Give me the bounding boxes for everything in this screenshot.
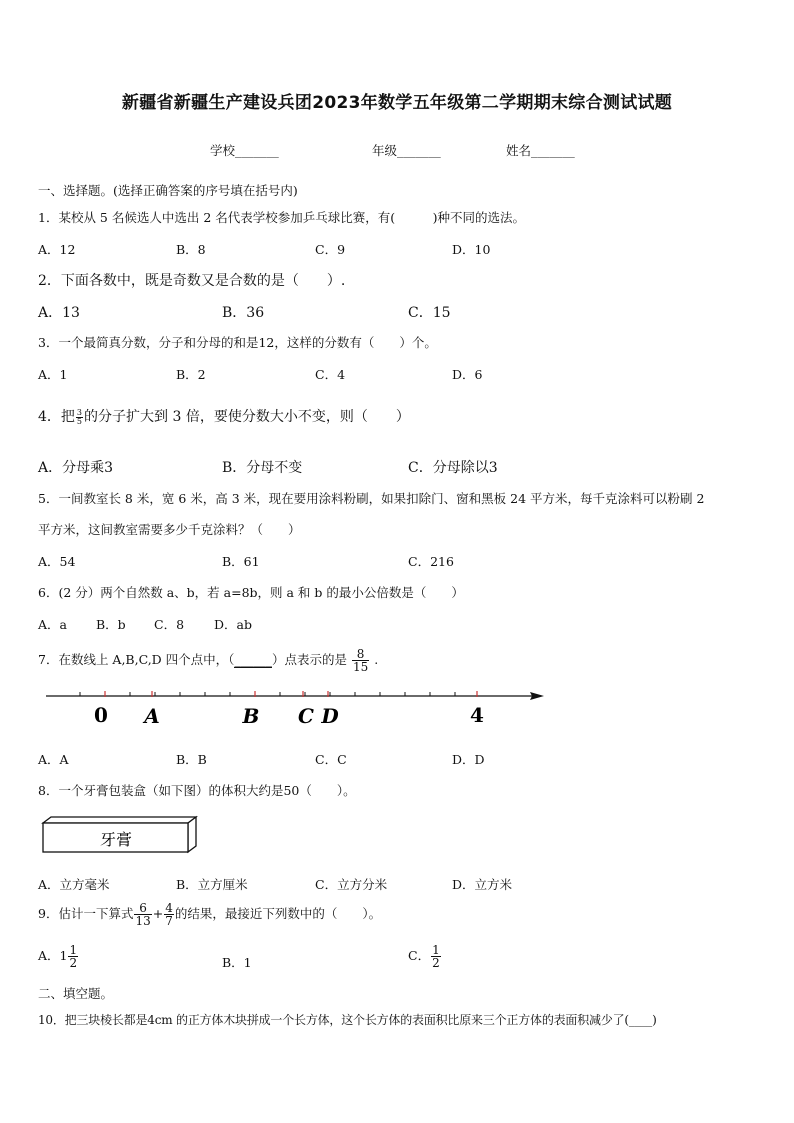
q8-option-c: C．立方分米 [315, 877, 388, 892]
q7-fraction: $\frac{8}{15}$ [352, 647, 369, 674]
q7-option-a: A．A [38, 752, 69, 767]
q6-option-d: D．ab [214, 617, 252, 632]
q9-fraction-1: $\frac{6}{13}$ [135, 901, 151, 928]
q6-option-c: C．8 [154, 617, 185, 632]
section-fill-heading: 二、填空题。 [38, 986, 114, 1001]
axis-label-4: 4 [470, 703, 484, 727]
question-6: 6．(2 分）两个自然数 a、b，若 a=8b，则 a 和 b 的最小公倍数是（ ） [38, 585, 464, 600]
question-7: 7．在数线上 A,B,C,D 四个点中，（______）点表示的是 $\frac{8}{15}$ . [38, 647, 379, 674]
q9-option-a-fraction: $\frac{1}{2}$ [69, 943, 78, 970]
q3-option-a: A．1 [38, 367, 68, 382]
question-2: 2．下面各数中，既是奇数又是合数的是（ ）. [38, 273, 346, 289]
q7-option-c: C．C [315, 752, 347, 767]
q8-option-a: A．立方毫米 [38, 877, 110, 892]
q4-option-a: A．分母乘3 [38, 460, 114, 476]
q2-option-a: A．13 [38, 305, 80, 321]
q2-option-b: B．36 [222, 305, 265, 321]
q3-option-c: C．4 [315, 367, 346, 382]
q1-option-c: C．9 [315, 242, 346, 257]
name-field: 姓名_______ [506, 143, 575, 158]
q1-option-a: A．12 [38, 242, 76, 257]
q4-option-c: C．分母除以3 [408, 460, 498, 476]
section-choice-heading: 一、选择题。(选择正确答案的序号填在括号内) [38, 183, 298, 198]
number-line-arrow [530, 692, 544, 700]
page-title: 新疆省新疆生产建设兵团2023年数学五年级第二学期期末综合测试试题 [121, 93, 673, 113]
q7-option-b: B．B [176, 752, 207, 767]
q6-option-b: B．b [96, 617, 126, 632]
axis-label-b: B [242, 704, 260, 728]
q9-option-a: A．1 $\frac{1}{2}$ [38, 943, 78, 970]
box-side-face [188, 817, 196, 852]
question-8: 8．一个牙膏包装盒（如下图）的体积大约是50（ ）。 [38, 783, 356, 798]
q5-option-a: A．54 [38, 554, 76, 569]
q9-option-b: B．1 [222, 955, 252, 970]
axis-label-d: D [321, 704, 339, 728]
q3-option-d: D．6 [452, 367, 483, 382]
toothpaste-box [40, 814, 200, 856]
q4-option-b: B．分母不变 [222, 460, 303, 476]
axis-label-c: C [298, 704, 314, 728]
q9-fraction-2: $\frac{4}{7}$ [165, 901, 173, 928]
number-line [40, 684, 550, 730]
question-1: 1．某校从 5 名候选人中选出 2 名代表学校参加乒乓球比赛，有( )种不同的选法。 [38, 210, 526, 225]
q5-option-c: C．216 [408, 554, 454, 569]
q8-option-d: D．立方米 [452, 877, 513, 892]
box-top-face [43, 817, 196, 823]
q7-option-d: D．D [452, 752, 485, 767]
q4-fraction: $\frac{3}{5}$ [76, 407, 83, 426]
question-5-line-2: 平方米，这间教室需要多少千克涂料？（ ） [38, 522, 301, 537]
q9-option-c: C． $\frac{1}{2}$ [408, 943, 440, 970]
axis-label-0: 0 [94, 703, 108, 727]
q2-option-c: C．15 [408, 305, 451, 321]
grade-field: 年级_______ [372, 143, 441, 158]
school-field: 学校_______ [210, 143, 279, 158]
question-3: 3．一个最简真分数，分子和分母的和是12，这样的分数有（ ）个。 [38, 335, 437, 350]
question-5-line-1: 5．一间教室长 8 米，宽 6 米，高 3 米，现在要用涂料粉刷，如果扣除门、窗和黑板 24 平方米，每千克涂料可以粉刷 2 [38, 491, 705, 506]
q1-option-d: D．10 [452, 242, 491, 257]
q3-option-b: B．2 [176, 367, 206, 382]
q6-option-a: A．a [38, 617, 67, 632]
q9-option-c-fraction: $\frac{1}{2}$ [432, 943, 440, 970]
question-10: 10．把三块棱长都是4cm 的正方体木块拼成一个长方体，这个长方体的表面积比原来三个正方体的表面积减少了(____) [38, 1013, 657, 1027]
question-9: 9．估计一下算式 $\frac{6}{13}$ + $\frac{4}{7}$ 的结果，最接近下列数中的（ ）。 [38, 901, 382, 928]
q5-option-b: B．61 [222, 554, 260, 569]
q8-option-b: B．立方厘米 [176, 877, 248, 892]
q1-option-b: B．8 [176, 242, 206, 257]
axis-label-a: A [144, 704, 160, 728]
box-label: 牙膏 [99, 830, 133, 849]
question-4: 4．把 $\frac{3}{5}$ 的分子扩大到 3 倍，要使分数大小不变，则（ ） [38, 407, 410, 426]
